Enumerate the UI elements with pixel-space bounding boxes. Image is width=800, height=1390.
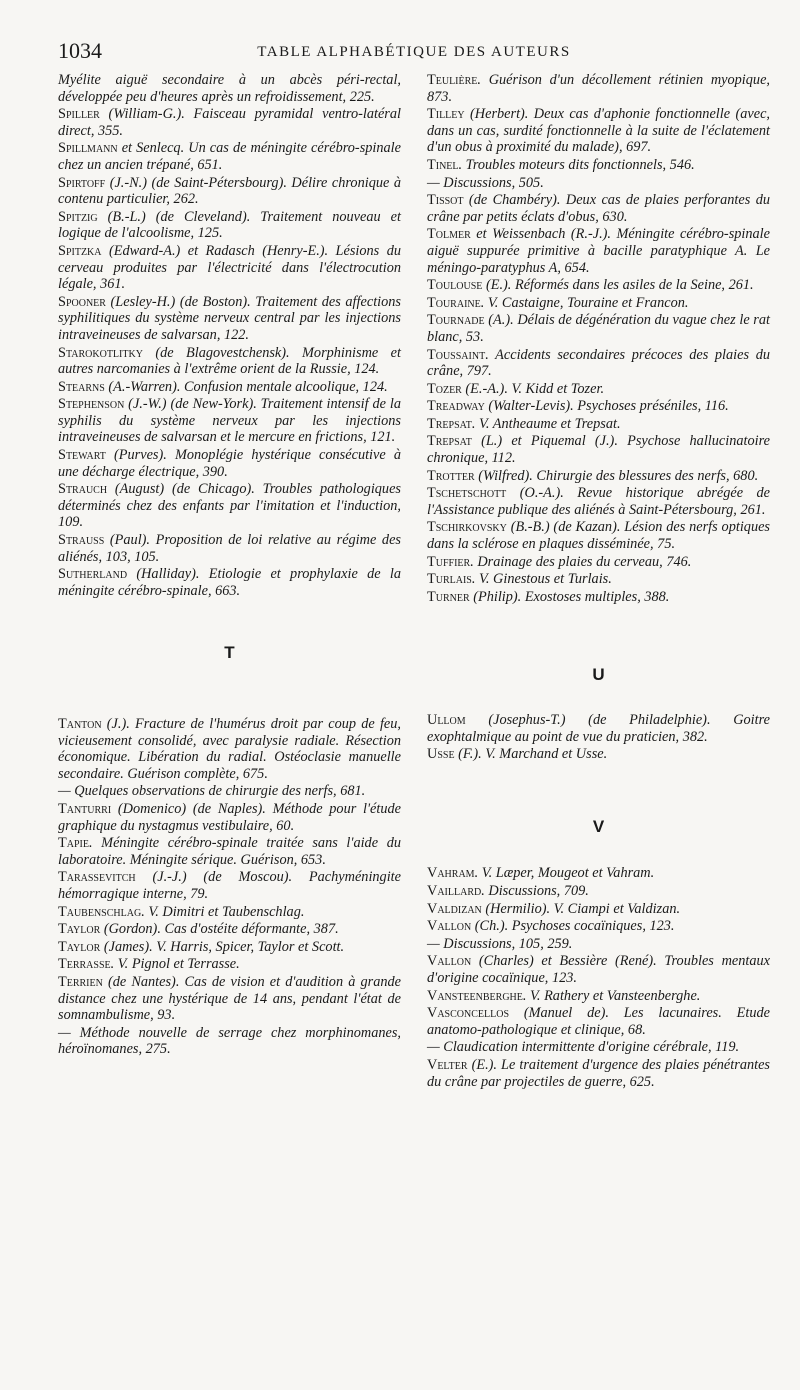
page-header	[58, 28, 770, 68]
index-entry	[58, 532, 401, 565]
author-name: Tilley	[427, 106, 465, 123]
author-name: Taubenschlag	[58, 903, 142, 920]
entry-text: (William-G.). Faisceau pyramidal ventro-latéral direct, 355.	[58, 106, 401, 139]
entries-s	[58, 72, 401, 599]
author-name: Tolmer	[427, 226, 471, 243]
index-entry	[58, 447, 401, 480]
index-entry	[58, 835, 401, 868]
index-entry	[58, 345, 401, 378]
right-column	[427, 72, 770, 1091]
index-entry	[427, 554, 770, 571]
author-name: Spitzig	[58, 208, 98, 225]
index-entry	[58, 1025, 401, 1058]
author-name: Toulouse	[427, 277, 483, 294]
author-name: Tuffier	[427, 553, 471, 570]
page-number: 1034	[58, 38, 102, 63]
author-name: Strauss	[58, 532, 105, 549]
entry-text: (Ch.). Psychoses cocaïniques, 123.	[471, 918, 675, 935]
author-name: Tanturri	[58, 800, 112, 817]
entry-text: . V. Ginestous et Turlais.	[471, 571, 612, 588]
author-name: Turner	[427, 588, 470, 605]
index-entry	[58, 566, 401, 599]
entry-text: (de Chambéry). Deux cas de plaies perforantes du crâne par petits éclats d'obus, 630.	[427, 192, 770, 225]
index-entry	[427, 712, 770, 745]
index-entry	[58, 379, 401, 396]
entry-text: (Hermilio). V. Ciampi et Valdizan.	[481, 900, 681, 917]
author-name: Touraine	[427, 294, 481, 311]
index-entry	[427, 398, 770, 415]
entry-text: et Weissenbach (R.-J.). Méningite cérébro-spinale aiguë suppurée primitive à bacille paratyphique A. Le méningo-paratyphus A, 654.	[427, 226, 770, 276]
index-entry	[58, 243, 401, 293]
entry-text: (Herbert). Deux cas d'aphonie fonctionnelle (avec, dans un cas, surdité fonctionnelle à la suite de l'éclatement d'un obus à proximité du malade), 697.	[427, 106, 770, 156]
index-entry	[427, 485, 770, 518]
author-name: Vansteenberghe	[427, 987, 523, 1004]
section-letter-u: U	[592, 665, 605, 685]
entry-text: (Philip). Exostoses multiples, 388.	[469, 588, 670, 605]
author-name: Tanton	[58, 716, 102, 732]
entry-text: . V. Antheaume et Trepsat.	[471, 415, 621, 432]
author-name: Trepsat	[427, 415, 472, 432]
entry-text: (Wilfred). Chirurgie des blessures des nerfs, 680.	[474, 467, 759, 484]
author-name: Taylor	[58, 921, 101, 938]
index-entry	[427, 746, 770, 763]
index-entry	[58, 209, 401, 242]
index-entry	[427, 381, 770, 398]
index-entry	[58, 72, 401, 105]
author-name: Usse	[427, 746, 455, 763]
author-name: Vallon	[427, 918, 472, 935]
index-entry	[58, 716, 401, 782]
index-entry	[427, 106, 770, 156]
entry-text: (E.). Réformés dans les asiles de la Seine, 261.	[482, 277, 754, 294]
section-letter-v: V	[592, 816, 605, 836]
index-entry	[58, 294, 401, 344]
entry-text: (J.-W.) (de New-York). Traitement intensif de la syphilis du système nerveux par les injections intraveineuses de salvarsan et le mercure en frictions, 121.	[58, 396, 401, 446]
index-entry	[427, 901, 770, 918]
entries-t	[58, 716, 401, 1058]
author-name: Vaillard	[427, 882, 482, 899]
index-entry	[427, 1039, 770, 1056]
two-column-index	[58, 72, 770, 1091]
entry-text: — Méthode nouvelle de serrage chez morphinomanes, héroïnomanes, 275.	[58, 1024, 401, 1058]
index-entry	[427, 1057, 770, 1090]
entry-text: (Edward-A.) et Radasch (Henry-E.). Lésions du cerveau produites par l'électricité dans l'électrocution légale, 361.	[58, 242, 401, 293]
index-entry	[427, 953, 770, 986]
entry-text: (J.-J.) (de Moscou). Pachyméningite hémorragique interne, 79.	[58, 869, 401, 902]
entry-text: (Halliday). Etiologie et prophylaxie de la méningite cérébro-spinale, 663.	[58, 566, 401, 599]
author-name: Vallon	[427, 953, 472, 970]
author-name: Terrasse	[58, 956, 111, 973]
entry-text: . V. Pignol et Terrasse.	[110, 956, 240, 973]
author-name: Turlais	[427, 571, 472, 588]
entry-text: (Domenico) (de Naples). Méthode pour l'étude graphique du nystagmus vestibulaire, 60.	[58, 800, 401, 834]
entry-text: (Walter-Levis). Psychoses préséniles, 116.	[484, 398, 729, 415]
author-name: Spillmann	[58, 140, 118, 157]
entry-text: . Guérison d'un décollement rétinien myopique, 873.	[427, 72, 770, 105]
author-name: Tapie	[58, 835, 89, 852]
author-name: Strauch	[58, 481, 108, 498]
entry-text: (J.-N.) (de Saint-Pétersbourg). Délire chronique à contenu particulier, 262.	[58, 174, 401, 208]
entry-text: . V. Læper, Mougeot et Vahram.	[474, 865, 655, 882]
index-entry	[58, 801, 401, 834]
entry-text: (B.-L.) (de Cleveland). Traitement nouveau et logique de l'alcoolisme, 125.	[58, 208, 401, 242]
index-entry	[58, 869, 401, 902]
index-entry	[427, 988, 770, 1005]
entry-text: (F.). V. Marchand et Usse.	[454, 746, 608, 763]
entry-text: . V. Castaigne, Touraine et Francon.	[480, 294, 689, 311]
author-name: Valdizan	[427, 900, 482, 917]
author-name: Velter	[427, 1056, 468, 1073]
entry-text: . V. Dimitri et Taubenschlag.	[141, 903, 305, 920]
entry-text: (B.-B.) (de Kazan). Lésion des nerfs optiques dans la sclérose en plaques disséminée, 75.	[427, 519, 770, 553]
author-name: Spooner	[58, 293, 106, 310]
index-entry	[427, 72, 770, 105]
entry-text: (L.) et Piquemal (J.). Psychose hallucinatoire chronique, 112.	[427, 433, 770, 467]
author-name: Teulière	[427, 72, 478, 88]
index-entry	[58, 974, 401, 1024]
entry-text: (A.). Délais de dégénération du vague chez le rat blanc, 53.	[427, 312, 770, 345]
left-column	[58, 72, 401, 1091]
author-name: Spitzka	[58, 242, 102, 259]
author-name: Spiller	[58, 106, 100, 123]
author-name: Tozer	[427, 380, 462, 397]
author-name: Tarassevitch	[58, 869, 136, 886]
entry-text: . Drainage des plaies du cerveau, 746.	[470, 553, 692, 570]
entry-text: (Josephus-T.) (de Philadelphie). Goitre exophtalmique au point de vue du praticien, 382.	[427, 712, 770, 745]
index-entry	[427, 192, 770, 225]
author-name: Tournade	[427, 312, 485, 329]
entry-text: — Discussions, 105, 259.	[427, 935, 573, 952]
index-entry	[427, 1005, 770, 1038]
author-name: Ullom	[427, 712, 466, 728]
entry-text: — Discussions, 505.	[427, 174, 544, 191]
index-entry	[58, 106, 401, 139]
index-entry	[427, 883, 770, 900]
entry-text: — Quelques observations de chirurgie des nerfs, 681.	[58, 783, 366, 800]
entry-text: et Senlecq. Un cas de méningite cérébro-spinale chez un ancien trépané, 651.	[58, 140, 401, 173]
author-name: Starokotlitky	[58, 344, 143, 361]
section-letter-t: T	[224, 643, 235, 663]
index-entry	[58, 956, 401, 973]
entry-text: (de Nantes). Cas de vision et d'audition à grande distance chez une hystérique de 14 ans, pendant l'état de somnambulisme, 93.	[58, 973, 401, 1024]
index-entry	[58, 939, 401, 956]
author-name: Taylor	[58, 938, 101, 955]
index-entry	[427, 295, 770, 312]
index-entry	[58, 175, 401, 208]
entry-text: . V. Rathery et Vansteenberghe.	[522, 987, 701, 1004]
index-entry	[427, 865, 770, 882]
entries-t-continued	[427, 72, 770, 605]
index-entry	[427, 519, 770, 552]
index-entry	[427, 918, 770, 935]
entry-text: (Purves). Monoplégie hystérique consécutive à une décharge électrique, 390.	[58, 447, 401, 480]
index-entry	[58, 921, 401, 938]
author-name: Vahram	[427, 865, 475, 882]
entry-text: (Paul). Proposition de loi relative au régime des aliénés, 103, 105.	[58, 532, 401, 565]
author-name: Tissot	[427, 192, 464, 209]
entry-text: (Charles) et Bessière (René). Troubles mentaux d'origine cocaïnique, 123.	[427, 953, 770, 986]
entry-text: (E.). Le traitement d'urgence des plaies pénétrantes du crâne par projectiles de guerre, 625.	[427, 1056, 770, 1090]
index-entry	[427, 226, 770, 276]
author-name: Tschirkovsky	[427, 519, 507, 536]
index-entry	[58, 904, 401, 921]
index-entry	[58, 396, 401, 446]
index-entry	[427, 347, 770, 380]
entry-text: . Discussions, 709.	[481, 882, 589, 899]
entry-text: (Manuel de). Les lacunaires. Etude anatomo-pathologique et clinique, 68.	[427, 1005, 770, 1038]
entry-text: (E.-A.). V. Kidd et Tozer.	[461, 380, 605, 397]
index-entry	[427, 468, 770, 485]
entries-u	[427, 712, 770, 763]
entry-text: . Accidents secondaires précoces des plaies du crâne, 797.	[427, 346, 770, 380]
entry-text: (J.). Fracture de l'humérus droit par coup de feu, vicieusement consolidé, avec paralysie radiale. Résection économique. Libération du radial. Ostéoclasie manuelle secondaire. Guérison complète, 675.	[58, 716, 401, 782]
index-entry	[427, 277, 770, 294]
running-title: TABLE ALPHABÉTIQUE DES AUTEURS	[257, 44, 571, 60]
entry-text: (O.-A.). Revue historique abrégée de l'Assistance publique des aliénés à Saint-Pétersbourg, 261.	[427, 485, 770, 518]
author-name: Spirtoff	[58, 174, 106, 191]
index-entry	[427, 312, 770, 345]
author-name: Terrien	[58, 973, 103, 990]
author-name: Stearns	[58, 378, 105, 395]
index-entry	[427, 571, 770, 588]
index-entry	[427, 589, 770, 606]
entry-text: . Troubles moteurs dits fonctionnels, 546.	[458, 156, 695, 173]
entry-text: (August) (de Chicago). Troubles pathologiques déterminés chez des enfants par l'imitation et l'induction, 109.	[58, 481, 401, 531]
index-entry	[427, 433, 770, 466]
entry-text: (de Blagovestchensk). Morphinisme et autres narcomanies à l'extrême orient de la Russie, 124.	[58, 344, 401, 378]
entry-text: (Gordon). Cas d'ostéite déformante, 387.	[100, 921, 339, 938]
entry-text: Myélite aiguë secondaire à un abcès péri-rectal, développée peu d'heures après un refroidissement, 225.	[58, 72, 401, 105]
author-name: Toussaint	[427, 346, 486, 363]
entry-text: — Claudication intermittente d'origine cérébrale, 119.	[427, 1039, 740, 1056]
index-entry	[427, 175, 770, 192]
author-name: Stewart	[58, 447, 106, 464]
author-name: Trotter	[427, 467, 475, 484]
index-entry	[58, 481, 401, 531]
author-name: Sutherland	[58, 566, 128, 583]
entry-text: (A.-Warren). Confusion mentale alcoolique, 124.	[104, 378, 388, 395]
entry-text: (James). V. Harris, Spicer, Taylor et Scott.	[100, 938, 345, 955]
author-name: Trepsat	[427, 433, 472, 450]
author-name: Vasconcellos	[427, 1005, 509, 1022]
author-name: Stephenson	[58, 396, 125, 413]
index-entry	[427, 157, 770, 174]
author-name: Tschetschott	[427, 485, 507, 502]
entries-v	[427, 865, 770, 1090]
index-entry	[58, 140, 401, 173]
author-name: Treadway	[427, 398, 485, 415]
index-entry	[58, 783, 401, 800]
index-entry	[427, 416, 770, 433]
author-name: Tinel	[427, 156, 459, 173]
index-entry	[427, 936, 770, 953]
entry-text: (Lesley-H.) (de Boston). Traitement des affections syphilitiques du système nerveux central par les injections intraveineuses de salvarsan, 122.	[58, 293, 401, 343]
entry-text: . Méningite cérébro-spinale traitée sans l'aide du laboratoire. Méningite sérique. Guérison, 653.	[58, 835, 401, 868]
